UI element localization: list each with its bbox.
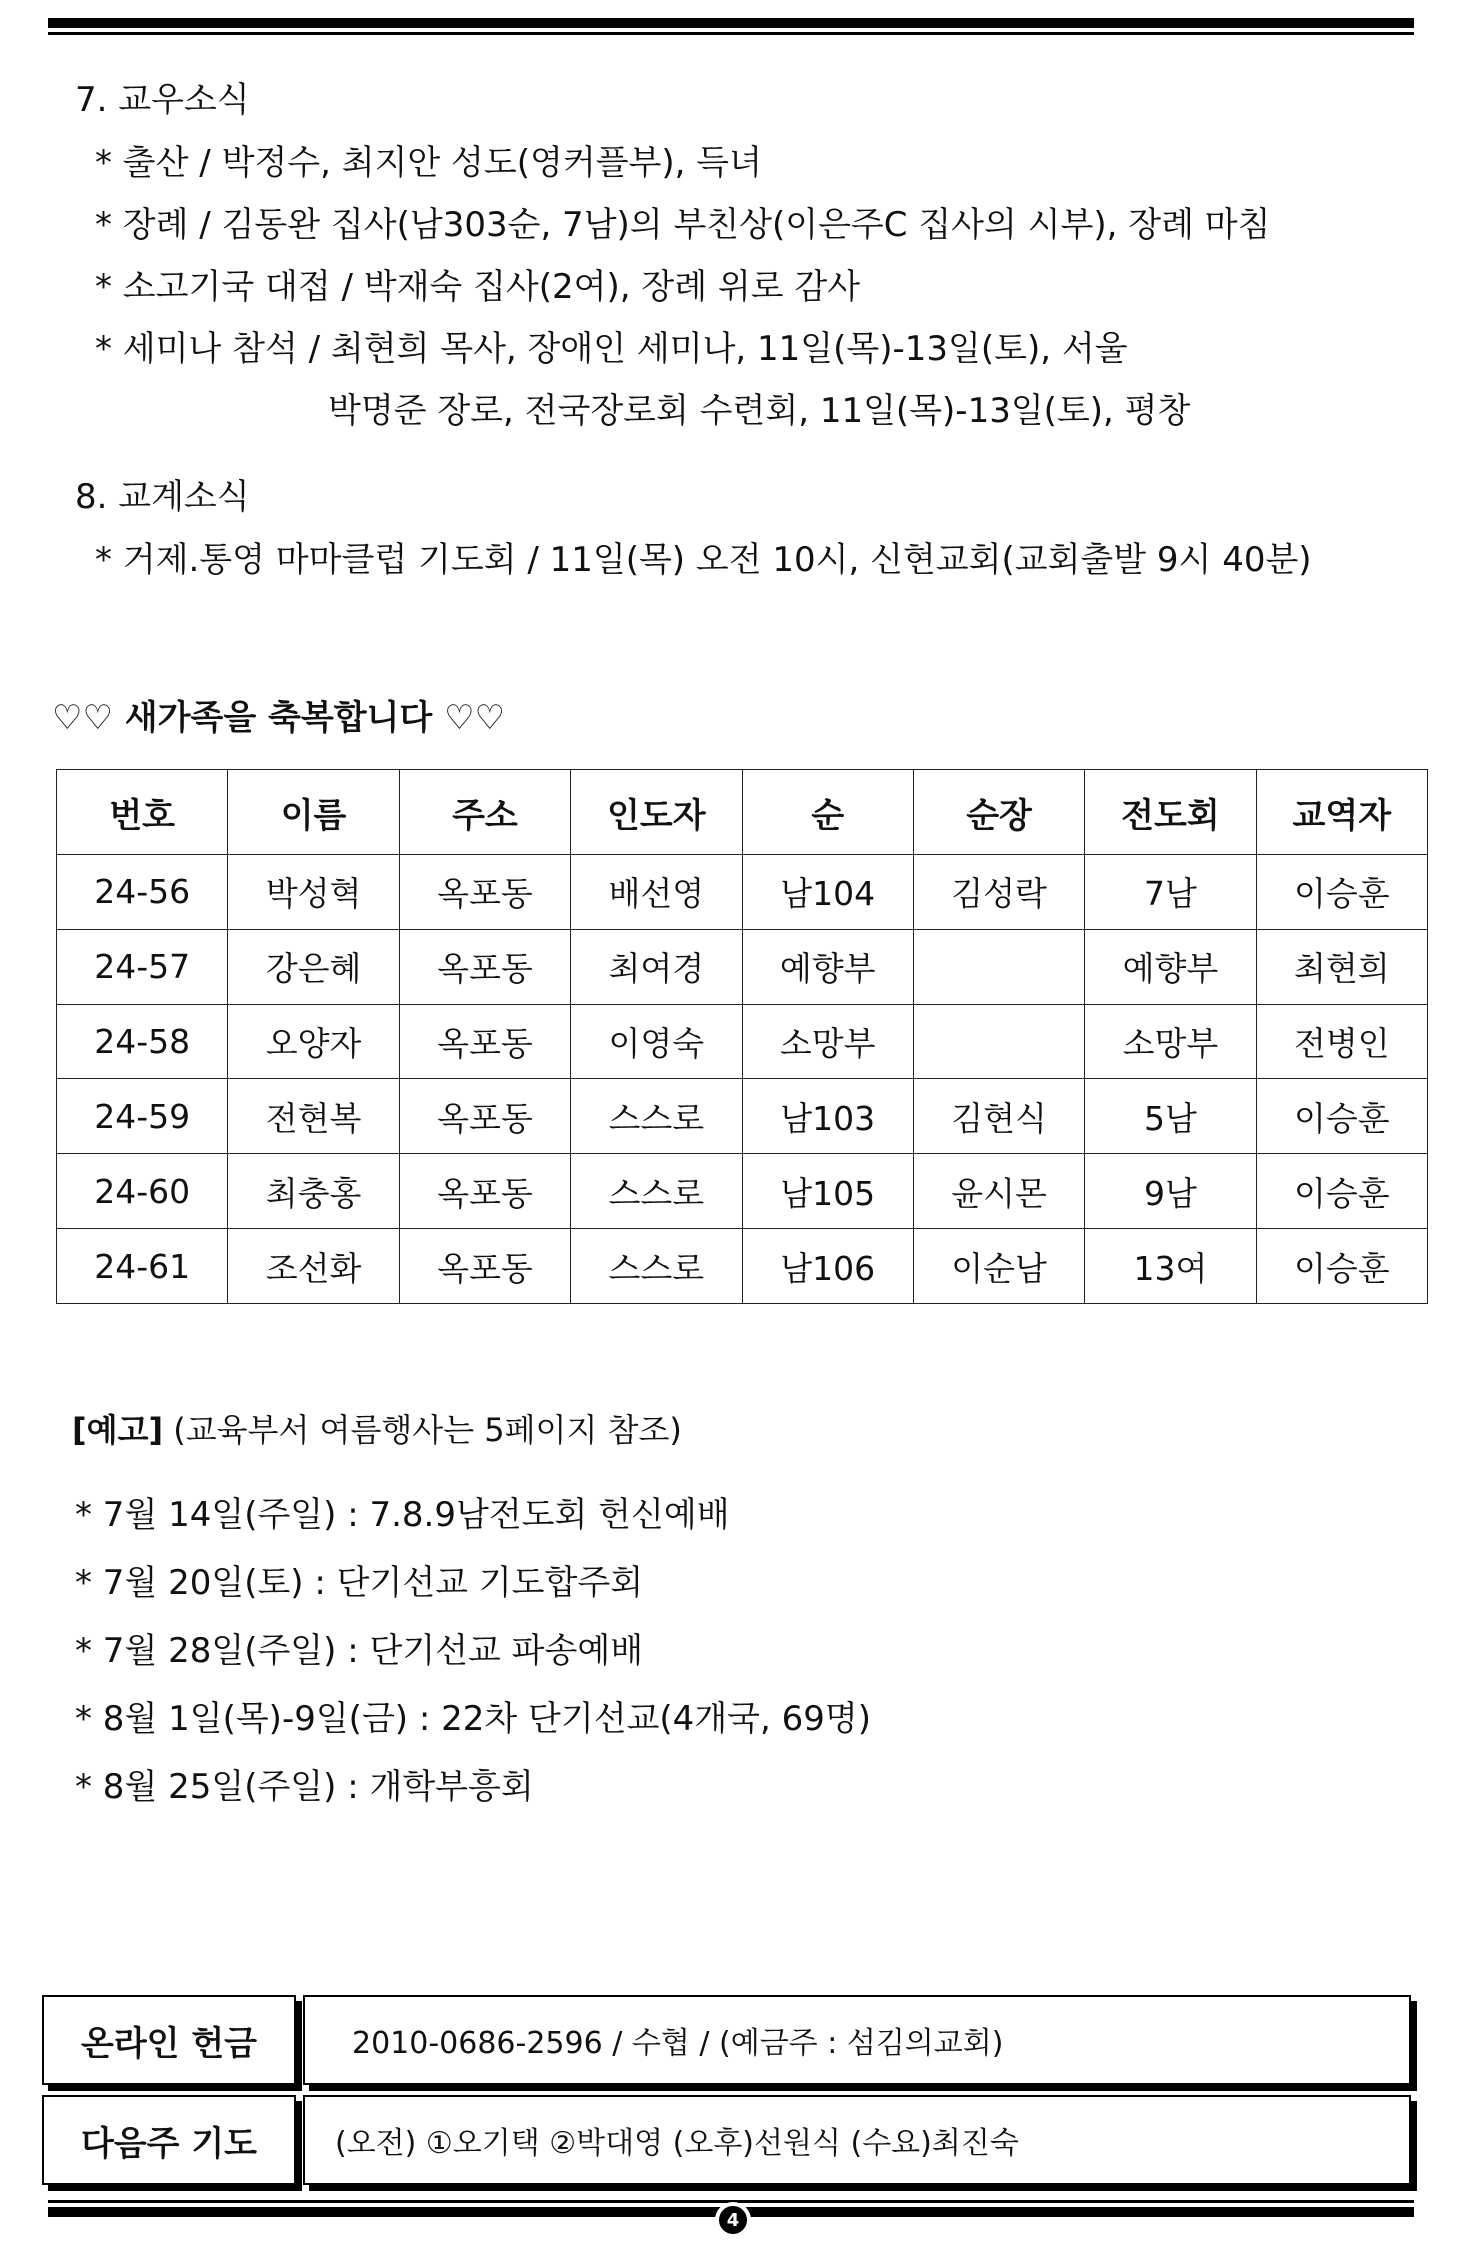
table-cell: 24-57 — [57, 929, 228, 1004]
table-cell — [913, 929, 1084, 1004]
table-cell: 예향부 — [742, 929, 913, 1004]
table-cell: 5남 — [1085, 1079, 1256, 1154]
table-cell: 이영숙 — [571, 1004, 742, 1079]
table-cell: 이승훈 — [1256, 1154, 1427, 1229]
table-cell: 윤시몬 — [913, 1154, 1084, 1229]
table-cell: 남105 — [742, 1154, 913, 1229]
table-row — [57, 1154, 1428, 1229]
table-cell: 예향부 — [1085, 929, 1256, 1004]
column-header: 이름 — [228, 770, 399, 855]
table-cell: 강은혜 — [228, 929, 399, 1004]
section8-title: 8. 교계소식 — [75, 477, 250, 517]
column-header: 전도회 — [1085, 770, 1256, 855]
table-cell: 옥포동 — [399, 855, 570, 930]
table-cell: 소망부 — [1085, 1004, 1256, 1079]
next-week-prayer-value: (오전) ①오기택 ②박대영 (오후)선원식 (수요)최진숙 — [303, 2095, 1411, 2185]
column-header: 순장 — [913, 770, 1084, 855]
table-cell: 24-61 — [57, 1229, 228, 1304]
page-number-badge: 4 — [715, 2202, 751, 2238]
section7-item: * 장례 / 김동완 집사(남303순, 7남)의 부친상(이은주C 집사의 시부), 장례 마침 — [95, 205, 1271, 245]
table-cell: 13여 — [1085, 1229, 1256, 1304]
table-cell: 옥포동 — [399, 1004, 570, 1079]
table-cell: 남104 — [742, 855, 913, 930]
section8-item: * 거제.통영 마마클럽 기도회 / 11일(목) 오전 10시, 신현교회(교회출발 9시 40분) — [95, 540, 1312, 580]
table-cell: 옥포동 — [399, 929, 570, 1004]
table-cell: 조선화 — [228, 1229, 399, 1304]
new-family-table — [56, 769, 1428, 1304]
table-cell: 스스로 — [571, 1079, 742, 1154]
table-cell: 이승훈 — [1256, 1229, 1427, 1304]
notice-item: * 7월 28일(주일) : 단기선교 파송예배 — [75, 1631, 644, 1671]
table-row — [57, 1079, 1428, 1154]
table-header-row — [57, 770, 1428, 855]
column-header: 순 — [742, 770, 913, 855]
next-week-prayer-label: 다음주 기도 — [42, 2095, 296, 2185]
table-cell: 오양자 — [228, 1004, 399, 1079]
column-header: 번호 — [57, 770, 228, 855]
table-cell: 전병인 — [1256, 1004, 1427, 1079]
column-header: 주소 — [399, 770, 570, 855]
table-cell: 김성락 — [913, 855, 1084, 930]
table-cell: 옥포동 — [399, 1229, 570, 1304]
table-cell: 최여경 — [571, 929, 742, 1004]
table-cell: 남106 — [742, 1229, 913, 1304]
table-cell: 전현복 — [228, 1079, 399, 1154]
notice-label: [예고] — [72, 1411, 164, 1449]
table-cell: 이승훈 — [1256, 1079, 1427, 1154]
table-cell: 24-59 — [57, 1079, 228, 1154]
table-cell: 최현희 — [1256, 929, 1427, 1004]
table-row — [57, 1004, 1428, 1079]
table-cell: 소망부 — [742, 1004, 913, 1079]
table-cell: 배선영 — [571, 855, 742, 930]
section7-title: 7. 교우소식 — [75, 80, 250, 120]
section7-item: * 세미나 참석 / 최현희 목사, 장애인 세미나, 11일(목)-13일(토), 서울 — [95, 329, 1128, 369]
notice-title — [72, 1405, 682, 1451]
table-cell: 이순남 — [913, 1229, 1084, 1304]
table-cell: 24-58 — [57, 1004, 228, 1079]
table-cell: 김현식 — [913, 1079, 1084, 1154]
table-cell: 24-60 — [57, 1154, 228, 1229]
table-cell: 24-56 — [57, 855, 228, 930]
section7-item: 박명준 장로, 전국장로회 수련회, 11일(목)-13일(토), 평창 — [328, 391, 1191, 431]
section7-item: * 출산 / 박정수, 최지안 성도(영커플부), 득녀 — [95, 143, 762, 183]
table-cell: 스스로 — [571, 1229, 742, 1304]
table-cell: 이승훈 — [1256, 855, 1427, 930]
table-row — [57, 929, 1428, 1004]
column-header: 교역자 — [1256, 770, 1427, 855]
table-cell: 최충홍 — [228, 1154, 399, 1229]
table-row — [57, 1229, 1428, 1304]
top-border — [48, 18, 1414, 35]
new-family-heading: ♡♡ 새가족을 축복합니다 ♡♡ — [52, 698, 506, 738]
table-cell: 옥포동 — [399, 1079, 570, 1154]
table-cell — [913, 1004, 1084, 1079]
column-header: 인도자 — [571, 770, 742, 855]
notice-subtitle: (교육부서 여름행사는 5페이지 참조) — [163, 1411, 682, 1449]
notice-item: * 7월 14일(주일) : 7.8.9남전도회 헌신예배 — [75, 1495, 730, 1535]
notice-item: * 8월 25일(주일) : 개학부흥회 — [75, 1767, 534, 1807]
table-row — [57, 855, 1428, 930]
notice-item: * 8월 1일(목)-9일(금) : 22차 단기선교(4개국, 69명) — [75, 1699, 871, 1739]
table-cell: 9남 — [1085, 1154, 1256, 1229]
notice-item: * 7월 20일(토) : 단기선교 기도합주회 — [75, 1563, 644, 1603]
section7-item: * 소고기국 대접 / 박재숙 집사(2여), 장례 위로 감사 — [95, 267, 861, 307]
table-cell: 7남 — [1085, 855, 1256, 930]
table-cell: 옥포동 — [399, 1154, 570, 1229]
table-cell: 남103 — [742, 1079, 913, 1154]
table-cell: 박성혁 — [228, 855, 399, 930]
online-offering-value: 2010-0686-2596 / 수협 / (예금주 : 섬김의교회) — [303, 1995, 1411, 2085]
table-cell: 스스로 — [571, 1154, 742, 1229]
online-offering-label: 온라인 헌금 — [42, 1995, 296, 2085]
